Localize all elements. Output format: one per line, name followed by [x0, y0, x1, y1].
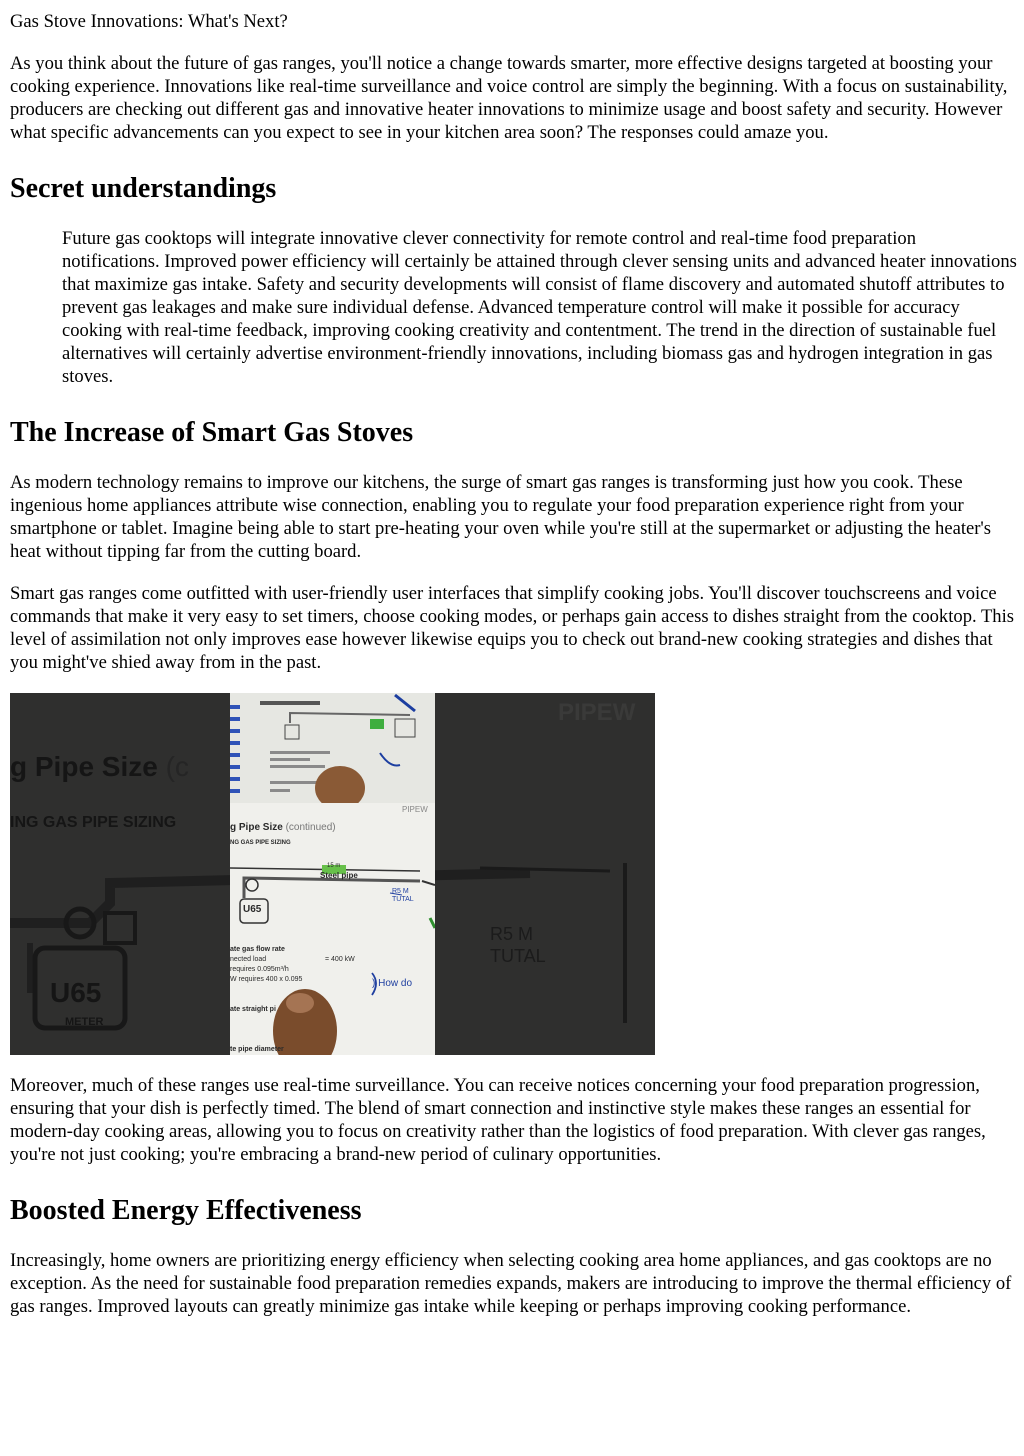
image-phone-load: = 400 kW — [325, 956, 355, 963]
image-phone-heading: g Pipe Size — [230, 822, 283, 833]
image-bg-brand: PIPEW — [558, 699, 636, 726]
image-bg-subheading: ING GAS PIPE SIZING — [10, 814, 177, 831]
image-phone-flow-title: ate gas flow rate — [230, 946, 285, 953]
smart-stoves-paragraph-1: As modern technology remains to improve our kitchens, the surge of smart gas ranges is transforming just how you cook. These ingenious home appliances attribute wise connection, enabling you to regulate your food preparation experience right from your smartphone or tablet. Imagine being able to start pre-heating your oven while you're still at the supermarket or adjusting the heater's heat without tipping far from the cutting board. — [10, 472, 992, 562]
image-bg-note: R5 M TUTAL — [490, 924, 546, 966]
key-insights-quote: Future gas cooktops will integrate innovative clever connectivity for remote control and real-time food preparation notifications. Improved power efficiency will certainly be attained through clever sensing units and advanced heater innovations that maximize gas intake. Safety and security developments will consist of flame discovery and automated shutoff attributes to prevent gas leakages and make sure individual defense. Advanced temperature control will make it possible for accuracy cooking with real-time feedback, improving cooking creativity and contentment. The trend in the direction of sustainable fuel alternatives will certainly advertise environment-friendly innovations, including biomass gas and hydrogen integration in gas stoves. — [62, 228, 1017, 387]
image-phone-meter: U65 — [243, 904, 262, 915]
article-image — [10, 693, 655, 1055]
smart-stoves-paragraph-3: Moreover, much of these ranges use real-time surveillance. You can receive notices concerning your food preparation progression, ensuring that your dish is perfectly timed. The blend of smart connection and instinctive style makes these ranges an essential for modern-day cooking areas, allowing you to focus on creativity rather than the logistics of food preparation. With clever gas ranges, you're not just cooking; you're embracing a brand-new period of culinary opportunities. — [10, 1075, 986, 1165]
section-heading-key-insights: Secret understandings — [10, 173, 277, 204]
section-heading-smart-stoves: The Increase of Smart Gas Stoves — [10, 417, 414, 448]
image-phone-flow-line-2: requires 0.095m³/h — [230, 966, 289, 973]
document-page — [0, 10, 1018, 1318]
document-title: Gas Stove Innovations: What's Next? — [10, 11, 288, 32]
image-phone-hand-note: ) How do — [372, 978, 413, 989]
image-bg-heading: g Pipe Size — [10, 751, 158, 782]
energy-paragraph-1: Increasingly, home owners are prioritizing energy efficiency when selecting cooking area home appliances, and gas cooktops are no exception. As the need for sustainable food preparation remedies expands, makers are introducing to improve the thermal efficiency of gas ranges. Improved layouts can greatly minimize gas intake while keeping or perhaps improving cooking performance. — [10, 1250, 1012, 1317]
image-bg-meter-sub: METER — [65, 1016, 104, 1028]
intro-paragraph: As you think about the future of gas ranges, you'll notice a change towards smarter, more effective designs targeted at boosting your cooking experience. Innovations like real-time surveillance and voice control are simply the beginning. With a focus on sustainability, producers are checking out different gas and innovative heater innovations to minimize usage and boost safety and security. However what specific advancements can you expect to see in your kitchen area soon? The responses could amaze you. — [10, 53, 1008, 143]
section-heading-energy: Boosted Energy Effectiveness — [10, 1195, 362, 1226]
image-phone-flow-line-1: nected load — [230, 956, 267, 963]
image-phone-straight: ate straight pi — [230, 1006, 276, 1013]
image-phone-length: 15 m — [327, 863, 341, 869]
image-phone-subheading: NG GAS PIPE SIZING — [230, 840, 291, 846]
image-phone-flow-line-3: W requires 400 x 0.095 — [230, 976, 303, 983]
image-bg-meter: U65 — [50, 977, 102, 1008]
image-phone-capture — [230, 693, 435, 1055]
image-phone-heading-suffix: (continued) — [285, 822, 336, 833]
image-phone-pipe-label: Steel pipe — [320, 871, 358, 880]
smart-stoves-paragraph-2: Smart gas ranges come outfitted with user-friendly user interfaces that simplify cooking jobs. You'll discover touchscreens and voice commands that make it very easy to set timers, choose cooking modes, or perhaps gain access to dishes straight from the cooktop. This level of assimilation not only improves ease however likewise equips you to check out brand-new cooking strategies and dishes that you might've shied away from in the past. — [10, 583, 1015, 673]
image-phone-note: R5 M TUTAL — [392, 888, 414, 903]
image-bg-heading-suffix: (c — [165, 751, 189, 782]
image-phone-diameter: te pipe diameter — [230, 1046, 284, 1053]
image-phone-brand: PIPEW — [402, 805, 428, 814]
image-top-sheet-drawing — [230, 693, 435, 803]
